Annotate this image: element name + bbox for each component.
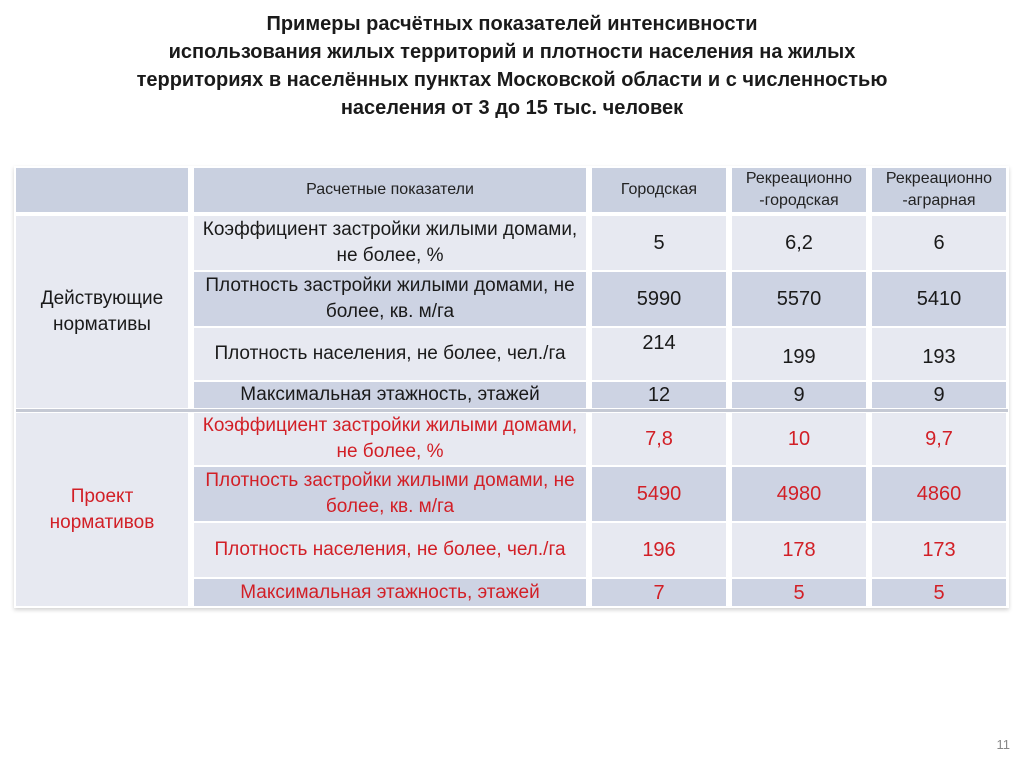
table-cell-value: 5990 [592,272,726,326]
header-recreational-agrarian: Рекреационно -аграрная [872,168,1006,212]
table-cell-value: 6 [872,216,1006,270]
table-row-indicator: Плотность застройки жилыми домами, не более, кв. м/га [194,467,586,521]
table-cell-value: 7 [592,579,726,606]
group-separator [16,409,1008,412]
table-cell-value: 193 [872,328,1006,380]
title-line-3: территориях в населённых пунктах Московской области и с численностью [136,69,888,91]
slide-title [40,10,984,122]
table-row-indicator: Максимальная этажность, этажей [194,579,586,606]
table-row-indicator: Коэффициент застройки жилыми домами, не более, % [194,216,586,270]
table-cell-value: 4980 [732,467,866,521]
table-cell-value: 7,8 [592,413,726,465]
page-number: 11 [996,737,1010,752]
title-line-2: использования жилых территорий и плотности населения на жилых [168,41,856,63]
table-cell-value: 5490 [592,467,726,521]
table-cell-value: 196 [592,523,726,577]
title-line-1: Примеры расчётных показателей интенсивности [266,13,758,35]
table-cell-value: 12 [592,382,726,408]
table-cell-value: 6,2 [732,216,866,270]
header-urban: Городская [592,168,726,212]
table-cell-value: 5 [872,579,1006,606]
table-row-indicator: Коэффициент застройки жилыми домами, не более, % [194,413,586,465]
table-row-indicator: Максимальная этажность, этажей [194,382,586,408]
table-cell-value: 4860 [872,467,1006,521]
table-cell-value: 10 [732,413,866,465]
header-empty-cell [16,168,188,212]
group-label-current: Действующие нормативы [16,216,188,408]
table-cell-value: 214 [592,328,726,380]
table-row-indicator: Плотность застройки жилыми домами, не более, кв. м/га [194,272,586,326]
header-indicators: Расчетные показатели [194,168,586,212]
table-cell-value: 9 [872,382,1006,408]
table-cell-value: 5570 [732,272,866,326]
table-cell-value: 178 [732,523,866,577]
header-recreational-urban: Рекреационно -городская [732,168,866,212]
group-label-draft: Проект нормативов [16,413,188,606]
title-line-4: населения от 3 до 15 тыс. человек [340,97,684,119]
table-cell-value: 5 [592,216,726,270]
table-cell-value: 173 [872,523,1006,577]
table-cell-value: 199 [732,328,866,380]
table-row-indicator: Плотность населения, не более, чел./га [194,328,586,380]
table-cell-value: 9 [732,382,866,408]
table-row-indicator: Плотность населения, не более, чел./га [194,523,586,577]
table-cell-value: 9,7 [872,413,1006,465]
table-cell-value: 5410 [872,272,1006,326]
table-cell-value: 5 [732,579,866,606]
